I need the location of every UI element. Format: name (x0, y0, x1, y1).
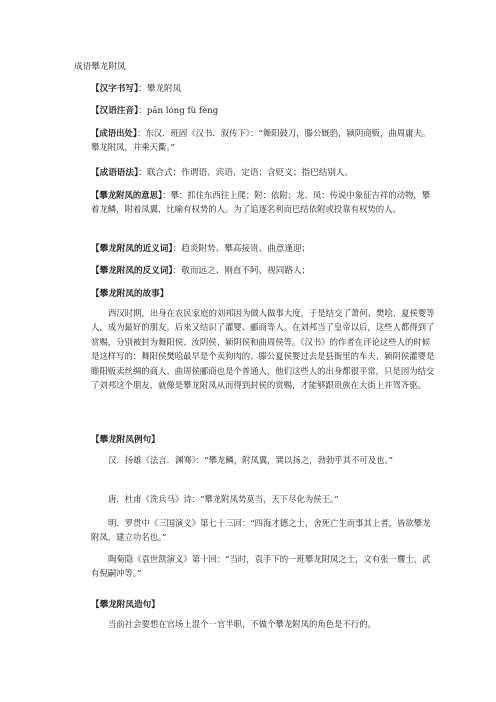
example-1: 汉．扬雄《法言．渊骞》：“攀龙鳞，附凤翼，巽以扬之，勃勃乎其不可及也。” (108, 455, 393, 465)
field-label: 【攀龙附凤的意思】 (91, 190, 163, 200)
field-pinyin-writing (91, 82, 181, 94)
field-meaning (91, 188, 435, 217)
field-grammar (91, 166, 353, 178)
field-source (91, 126, 435, 155)
example-2: 唐．杜甫《洗兵马》诗：“攀龙附凤势莫当，天下尽化为侯王。” (108, 494, 339, 504)
field-value: ：pān lóng fù fèng (138, 106, 219, 116)
field-label: 【攀龙附凤的反义词】 (91, 266, 173, 276)
field-value: ：攀：抓住东西往上爬；附：依附；龙、凤：传说中象征吉祥的动物，攀着龙鳞，附着凤翼，比喻有权势的人。为了追逐名利而巴结依附或投靠有权势的人。 (91, 190, 431, 215)
sentence-example: 当前社会要想在官场上混个一官半职，不做个攀龙附凤的角色是不行的。 (108, 619, 376, 629)
field-value: ：攀龙附凤 (138, 84, 182, 94)
section-heading-story: 【攀龙附凤的故事】 (91, 289, 169, 299)
field-label: 【攀龙附凤的近义词】 (91, 244, 173, 254)
field-value: ：趋炎附势、攀高接贵、曲意逢迎； (172, 244, 311, 254)
field-pinyin (91, 104, 218, 116)
section-heading-examples: 【攀龙附凤例句】 (91, 435, 160, 445)
field-label: 【成语出处】 (91, 128, 138, 138)
field-value: ：东汉．班固《汉书．叙传下》：“舞阳鼓刀，滕公厩驺，颍阴商贩，曲周庸夫。攀龙附凤，并乘天衢。” (91, 128, 431, 153)
story-paragraph: 西汉时期，出身在农民家庭的刘邦因为做人做事大度，于是结交了萧何、樊哙、夏侯婴等人，成为最好的朋友。后来又结识了灌婴、郦商等人。在刘邦当了皇帝以后，这些人都得到了赏赐，分别被封为舞阳侯、汝阴侯、颍阴侯和曲周侯等。《汉书》的作者在评论这些人的时候是这样写的：舞阳侯樊哙最早是个卖狗肉的、滕公夏侯婴过去是县衙里的车夫、颍阴侯灌婴是睢阳贩卖丝绸的商人、曲周侯郦商也是个普通人，他们这些人的出身都很平常，只是因为结交了刘邦这个朋友，就像是攀龙附凤从而得到封侯的赏赐，才能够跟贵族在大街上并驾齐驱。 (91, 308, 435, 391)
section-heading-sentence: 【攀龙附凤造句】 (91, 600, 160, 610)
field-synonyms (91, 242, 310, 254)
field-value: ：联合式；作谓语、宾语、定语；含贬义；指巴结别人。 (138, 168, 354, 178)
field-label: 【汉语注音】 (91, 106, 139, 116)
field-label: 【成语语法】 (91, 168, 139, 178)
document-title: 成语攀龙附凤 (74, 62, 126, 72)
field-antonyms (91, 264, 310, 276)
example-4: 陶菊隐《袁世凯演义》第十回：“当时，袁手下的一班攀龙附凤之士，文有张一麐士，武有倪嗣冲等。” (91, 554, 431, 579)
example-3: 明．罗贯中《三国演义》第七十三回：“四海才德之士，舍死亡生而事其上者，皆欲攀龙附凤，建立功名也。” (91, 518, 431, 543)
field-label: 【汉字书写】 (91, 84, 139, 94)
field-value: ：敬而远之、刚直不阿、视同路人； (172, 266, 311, 276)
